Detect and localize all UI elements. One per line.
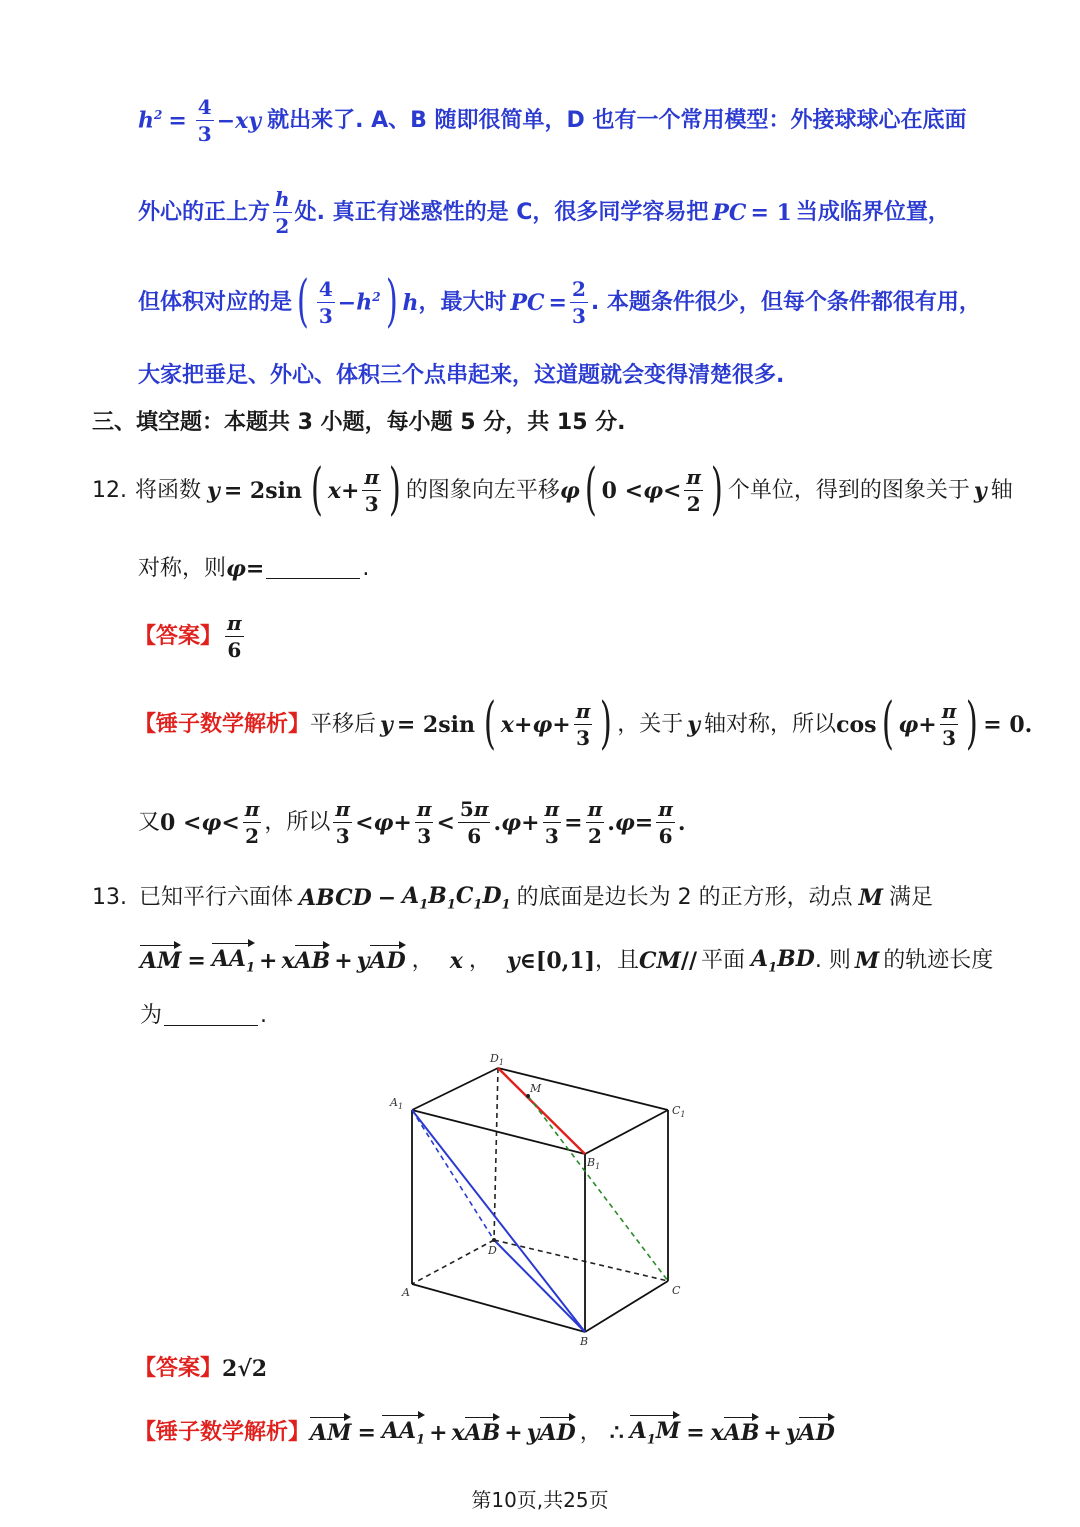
analysis-line-3: 但体积对应的是 ( $\frac{4}{3}$ − $h^2$ ) h ，最大时 PC = $\frac{2}{3}$ . 本题条件很少，但每个条件都很有用， <box>138 269 981 335</box>
analysis-line-4: 大家把垂足、外心、体积三个点串起来，这道题就会变得清楚很多. <box>138 363 785 388</box>
q12-line-1: 12. 将函数 y = 2sin ( x + $\frac{\pi}{3}$ ) 的图象向左平移 φ ( 0 < φ < $\frac{\pi}{2}$ ) 个单位，得到的图象关于 y 轴 <box>92 457 1013 523</box>
analysis-line-1: $h^2$ = $\frac{4}{3}$ − xy 就出来了. A、B 随即很简单，D 也有一个常用模型：外接球球心在底面 <box>138 95 967 146</box>
label-d1: $D_1$ <box>490 1052 504 1067</box>
label-c: C <box>672 1284 681 1297</box>
answer-label: 【答案】 <box>134 1356 223 1381</box>
q12-analysis-2: 又 0 < φ < $\frac{\pi}{2}$ ，所以 $\frac{\pi}{3}$ < φ + $\frac{\pi}{3}$ < $\frac{5\pi}{6}$ . φ + $\frac{\pi}{3}$ = $\frac{\pi}{2}$ . φ = $\frac{\pi}{6}$ . <box>138 797 686 848</box>
q13-line-3: 为 . <box>140 1003 268 1028</box>
q12-line-2: 对称，则 φ = . <box>138 556 370 582</box>
label-m: M <box>530 1082 542 1095</box>
answer-blank <box>266 560 360 579</box>
analysis-label: 【锤子数学解析】 <box>134 711 311 737</box>
q13-line-1: 13. 已知平行六面体 ABCD − $A_1B_1C_1D_1$ 的底面是边长为 2 的正方形，动点 M 满足 <box>92 883 933 913</box>
q13-line-2: AM = $AA_1$ + x AB + y AD ， x ， y ∈[0,1] ， 且 CM // 平面 $A_1BD$ . 则 M 的轨迹长度 <box>140 946 994 976</box>
q13-answer: 【答案】 2√2 <box>134 1356 268 1382</box>
fraction-4-3: $\frac{4}{3}$ <box>197 95 212 146</box>
analysis-text: 就出来了. A、B 随即很简单，D 也有一个常用模型：外接球球心在底面 <box>267 107 967 133</box>
label-b1: $B_1$ <box>587 1156 601 1171</box>
label-b: B <box>580 1335 589 1348</box>
label-d: D <box>488 1244 497 1257</box>
analysis-label: 【锤子数学解析】 <box>134 1420 311 1446</box>
parallelepiped-figure <box>380 1048 700 1348</box>
analysis-line-2: 外心的正上方 $\frac{h}{2}$ 处. 真正有迷惑性的是 C，很多同学容易把 PC = 1 当成临界位置， <box>138 187 950 238</box>
label-a: A <box>402 1286 410 1299</box>
section-heading: 三、填空题：本题共 3 小题，每小题 5 分，共 15 分. <box>92 410 626 435</box>
q12-answer: 【答案】 $\frac{\pi}{6}$ <box>134 611 242 662</box>
q13-analysis: 【锤子数学解析】 AM = $AA_1$ + x AB + y AD ， ∴ $A_1M$ = x AB + y AD <box>134 1418 835 1448</box>
q12-number: 12. <box>92 477 127 503</box>
q12-analysis-1: 【锤子数学解析】 平移后 y = 2sin ( x + φ + $\frac{\pi}{3}$ ) ，关于 y 轴对称，所以 cos ( φ + $\frac{\pi}{3}$ ) = 0. <box>134 691 1033 757</box>
label-a1: $A_1$ <box>390 1096 404 1111</box>
label-c1: $C_1$ <box>672 1104 686 1119</box>
answer-label: 【答案】 <box>134 623 223 649</box>
q13-number: 13. <box>92 885 127 911</box>
page-footer: 第10页,共25页 <box>471 1488 609 1512</box>
answer-blank <box>164 1007 258 1026</box>
